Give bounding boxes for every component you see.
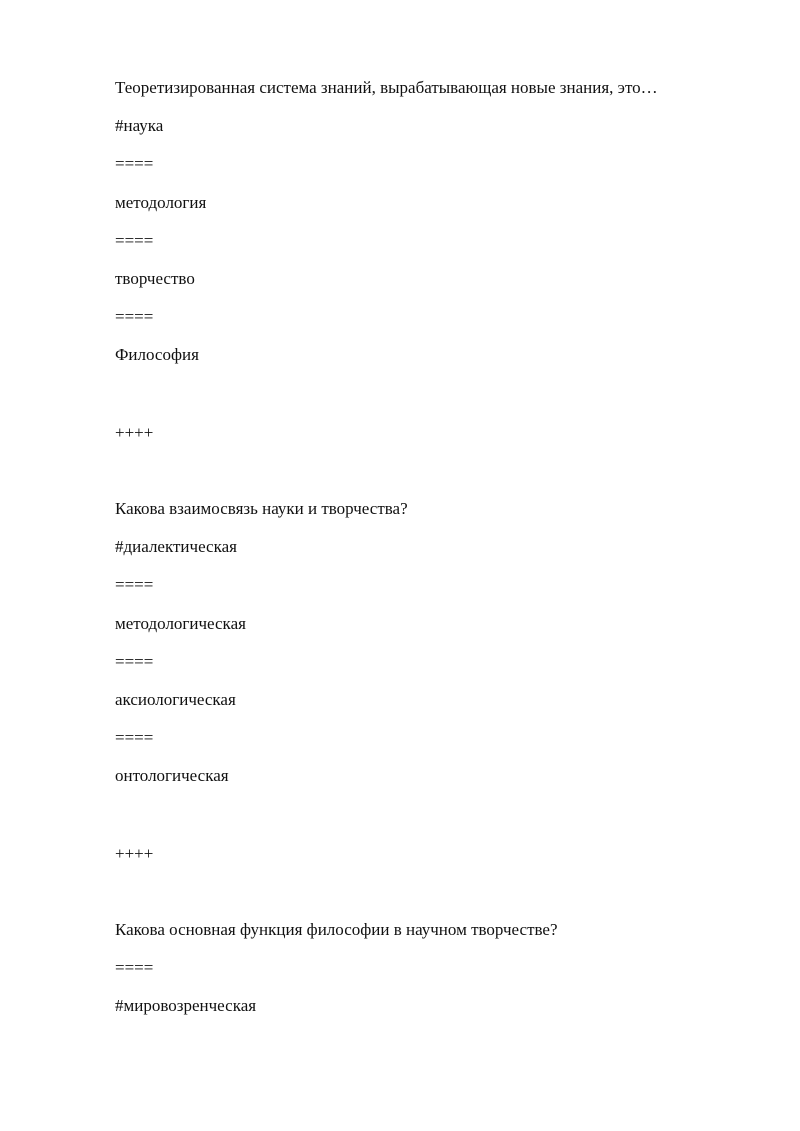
question-3-answer-correct: #мировозренческая	[115, 996, 257, 1015]
separator: ====	[115, 154, 154, 173]
question-1-answer-correct: #наука	[115, 116, 164, 135]
question-2-text: Какова взаимосвязь науки и творчества?	[115, 499, 408, 518]
question-2-answer: онтологическая	[115, 766, 229, 785]
end-marker: ++++	[115, 844, 154, 863]
end-marker: ++++	[115, 423, 154, 442]
question-3-text: Какова основная функция философии в научном творчестве?	[115, 920, 558, 939]
question-2-answer: аксиологическая	[115, 690, 236, 709]
question-2-answer: методологическая	[115, 614, 246, 633]
question-2-answer-correct: #диалектическая	[115, 537, 237, 556]
separator: ====	[115, 231, 154, 250]
question-1-text: Теоретизированная система знаний, вырабатывающая новые знания, это…	[115, 78, 658, 97]
question-1-answer: методология	[115, 193, 207, 212]
separator: ====	[115, 307, 154, 326]
separator: ====	[115, 575, 154, 594]
question-1-answer: творчество	[115, 269, 195, 288]
separator: ====	[115, 728, 154, 747]
question-1-answer: Философия	[115, 345, 199, 364]
separator: ====	[115, 652, 154, 671]
separator: ====	[115, 958, 154, 977]
